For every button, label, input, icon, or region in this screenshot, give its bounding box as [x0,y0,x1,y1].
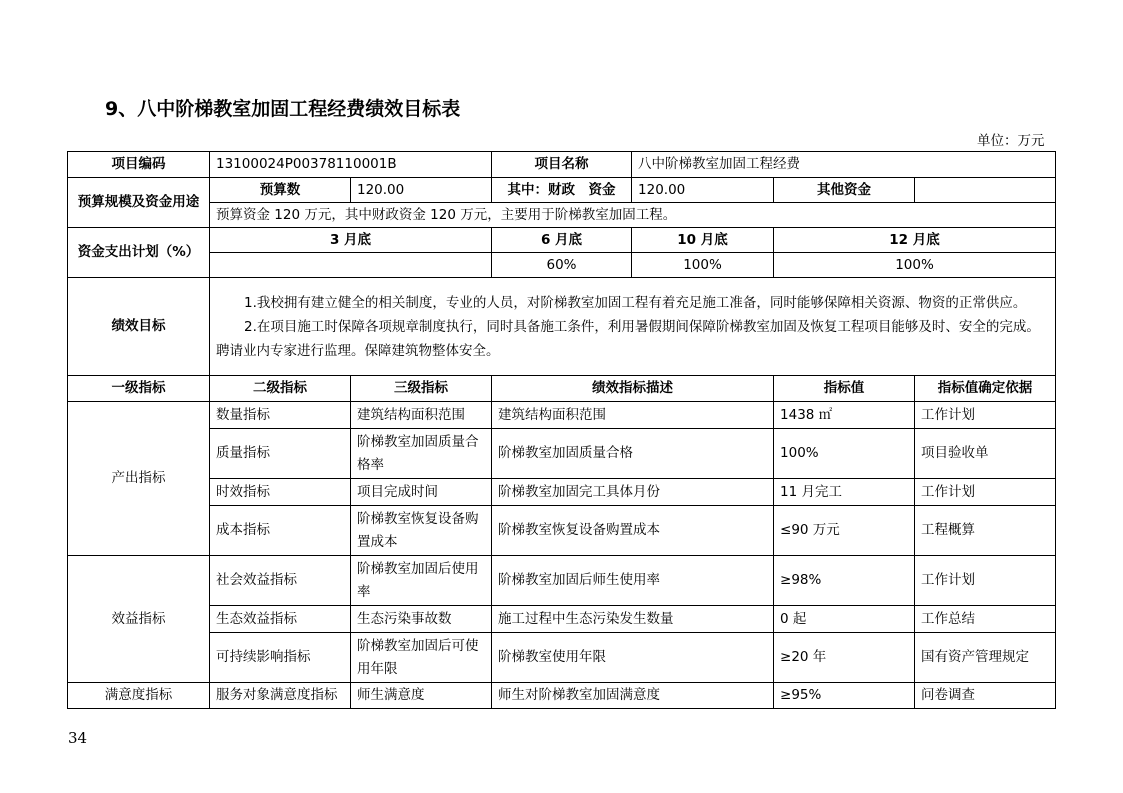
project-name-value: 八中阶梯教室加固工程经费 [632,152,1056,178]
basis-cell: 工作计划 [915,556,1056,606]
fiscal-label: 其中：财政 资金 [492,178,632,203]
fiscal-amount-value: 120.00 [632,178,774,203]
plan-value-dec: 100% [774,253,1056,278]
table-row [68,606,1056,633]
value-cell: 11 月完工 [774,479,915,506]
unit-label: 单位：万元 [977,133,1045,149]
table-row [68,633,1056,683]
header-value: 指标值 [774,376,915,402]
basis-cell: 工作总结 [915,606,1056,633]
goal-paragraph-2: 2.在项目施工时保障各项规章制度执行，同时具备施工条件，利用暑假期间保障阶梯教室加固及恢复工程项目能够及时、安全的完成。聘请业内专家进行监理。保障建筑物整体安全。 [216,318,1040,359]
goal-label: 绩效目标 [68,278,210,376]
value-cell: ≥98% [774,556,915,606]
other-funds-label: 其他资金 [774,178,915,203]
value-cell: 0 起 [774,606,915,633]
plan-value-mar [210,253,492,278]
level3-cell: 生态污染事故数 [351,606,492,633]
table-row [68,556,1056,606]
value-cell: ≥95% [774,683,915,709]
level3-cell: 阶梯教室恢复设备购置成本 [351,506,492,556]
header-level3: 三级指标 [351,376,492,402]
row-indicator-headers [68,376,1056,402]
table-row [68,506,1056,556]
level1-output: 产出指标 [68,402,210,556]
level2-cell: 社会效益指标 [210,556,351,606]
level3-cell: 阶梯教室加固后使用率 [351,556,492,606]
project-code-value: 13100024P00378110001B [210,152,492,178]
header-description: 绩效指标描述 [492,376,774,402]
row-plan-headers [68,228,1056,253]
basis-cell: 问卷调查 [915,683,1056,709]
table-row [68,429,1056,479]
level2-cell: 服务对象满意度指标 [210,683,351,709]
description-cell: 建筑结构面积范围 [492,402,774,429]
level2-cell: 成本指标 [210,506,351,556]
table-row [68,683,1056,709]
row-plan-values [68,253,1056,278]
level2-cell: 可持续影响指标 [210,633,351,683]
goal-paragraph-1: 1.我校拥有建立健全的相关制度，专业的人员，对阶梯教室加固工程有着充足施工准备，同时能够保障相关资源、物资的正常供应。 [244,294,1027,311]
row-project-code [68,152,1056,178]
page-number: 34 [68,729,88,747]
description-cell: 阶梯教室恢复设备购置成本 [492,506,774,556]
plan-value-jun: 60% [492,253,632,278]
description-cell: 阶梯教室加固完工具体月份 [492,479,774,506]
level3-cell: 师生满意度 [351,683,492,709]
row-budget-desc [68,203,1056,228]
level3-cell: 项目完成时间 [351,479,492,506]
budget-label: 预算规模及资金用途 [68,178,210,228]
page-title: 9、八中阶梯教室加固工程经费绩效目标表 [105,98,461,120]
level1-benefit: 效益指标 [68,556,210,683]
level2-cell: 时效指标 [210,479,351,506]
table-row [68,402,1056,429]
level2-cell: 数量指标 [210,402,351,429]
value-cell: ≤90 万元 [774,506,915,556]
plan-label: 资金支出计划（%） [68,228,210,278]
level3-cell: 阶梯教室加固质量合格率 [351,429,492,479]
table-row [68,479,1056,506]
budget-amount-value: 120.00 [351,178,492,203]
description-cell: 施工过程中生态污染发生数量 [492,606,774,633]
header-level2: 二级指标 [210,376,351,402]
description-cell: 阶梯教室加固后师生使用率 [492,556,774,606]
budget-amount-label: 预算数 [210,178,351,203]
value-cell: 100% [774,429,915,479]
level2-cell: 质量指标 [210,429,351,479]
project-name-label: 项目名称 [492,152,632,178]
basis-cell: 工作计划 [915,479,1056,506]
goal-text [210,278,1056,376]
budget-description: 预算资金 120 万元，其中财政资金 120 万元，主要用于阶梯教室加固工程。 [210,203,1056,228]
basis-cell: 工作计划 [915,402,1056,429]
level3-cell: 阶梯教室加固后可使用年限 [351,633,492,683]
value-cell: ≥20 年 [774,633,915,683]
plan-header-mar: 3 月底 [210,228,492,253]
value-cell: 1438 ㎡ [774,402,915,429]
row-budget [68,178,1056,203]
basis-cell: 项目验收单 [915,429,1056,479]
level2-cell: 生态效益指标 [210,606,351,633]
row-goals [68,278,1056,376]
level3-cell: 建筑结构面积范围 [351,402,492,429]
description-cell: 师生对阶梯教室加固满意度 [492,683,774,709]
description-cell: 阶梯教室加固质量合格 [492,429,774,479]
header-level1: 一级指标 [68,376,210,402]
other-funds-value [915,178,1056,203]
header-basis: 指标值确定依据 [915,376,1056,402]
level1-satisfaction: 满意度指标 [68,683,210,709]
description-cell: 阶梯教室使用年限 [492,633,774,683]
performance-table [67,151,1056,709]
plan-header-oct: 10 月底 [632,228,774,253]
basis-cell: 工程概算 [915,506,1056,556]
plan-header-dec: 12 月底 [774,228,1056,253]
plan-value-oct: 100% [632,253,774,278]
basis-cell: 国有资产管理规定 [915,633,1056,683]
project-code-label: 项目编码 [68,152,210,178]
plan-header-jun: 6 月底 [492,228,632,253]
